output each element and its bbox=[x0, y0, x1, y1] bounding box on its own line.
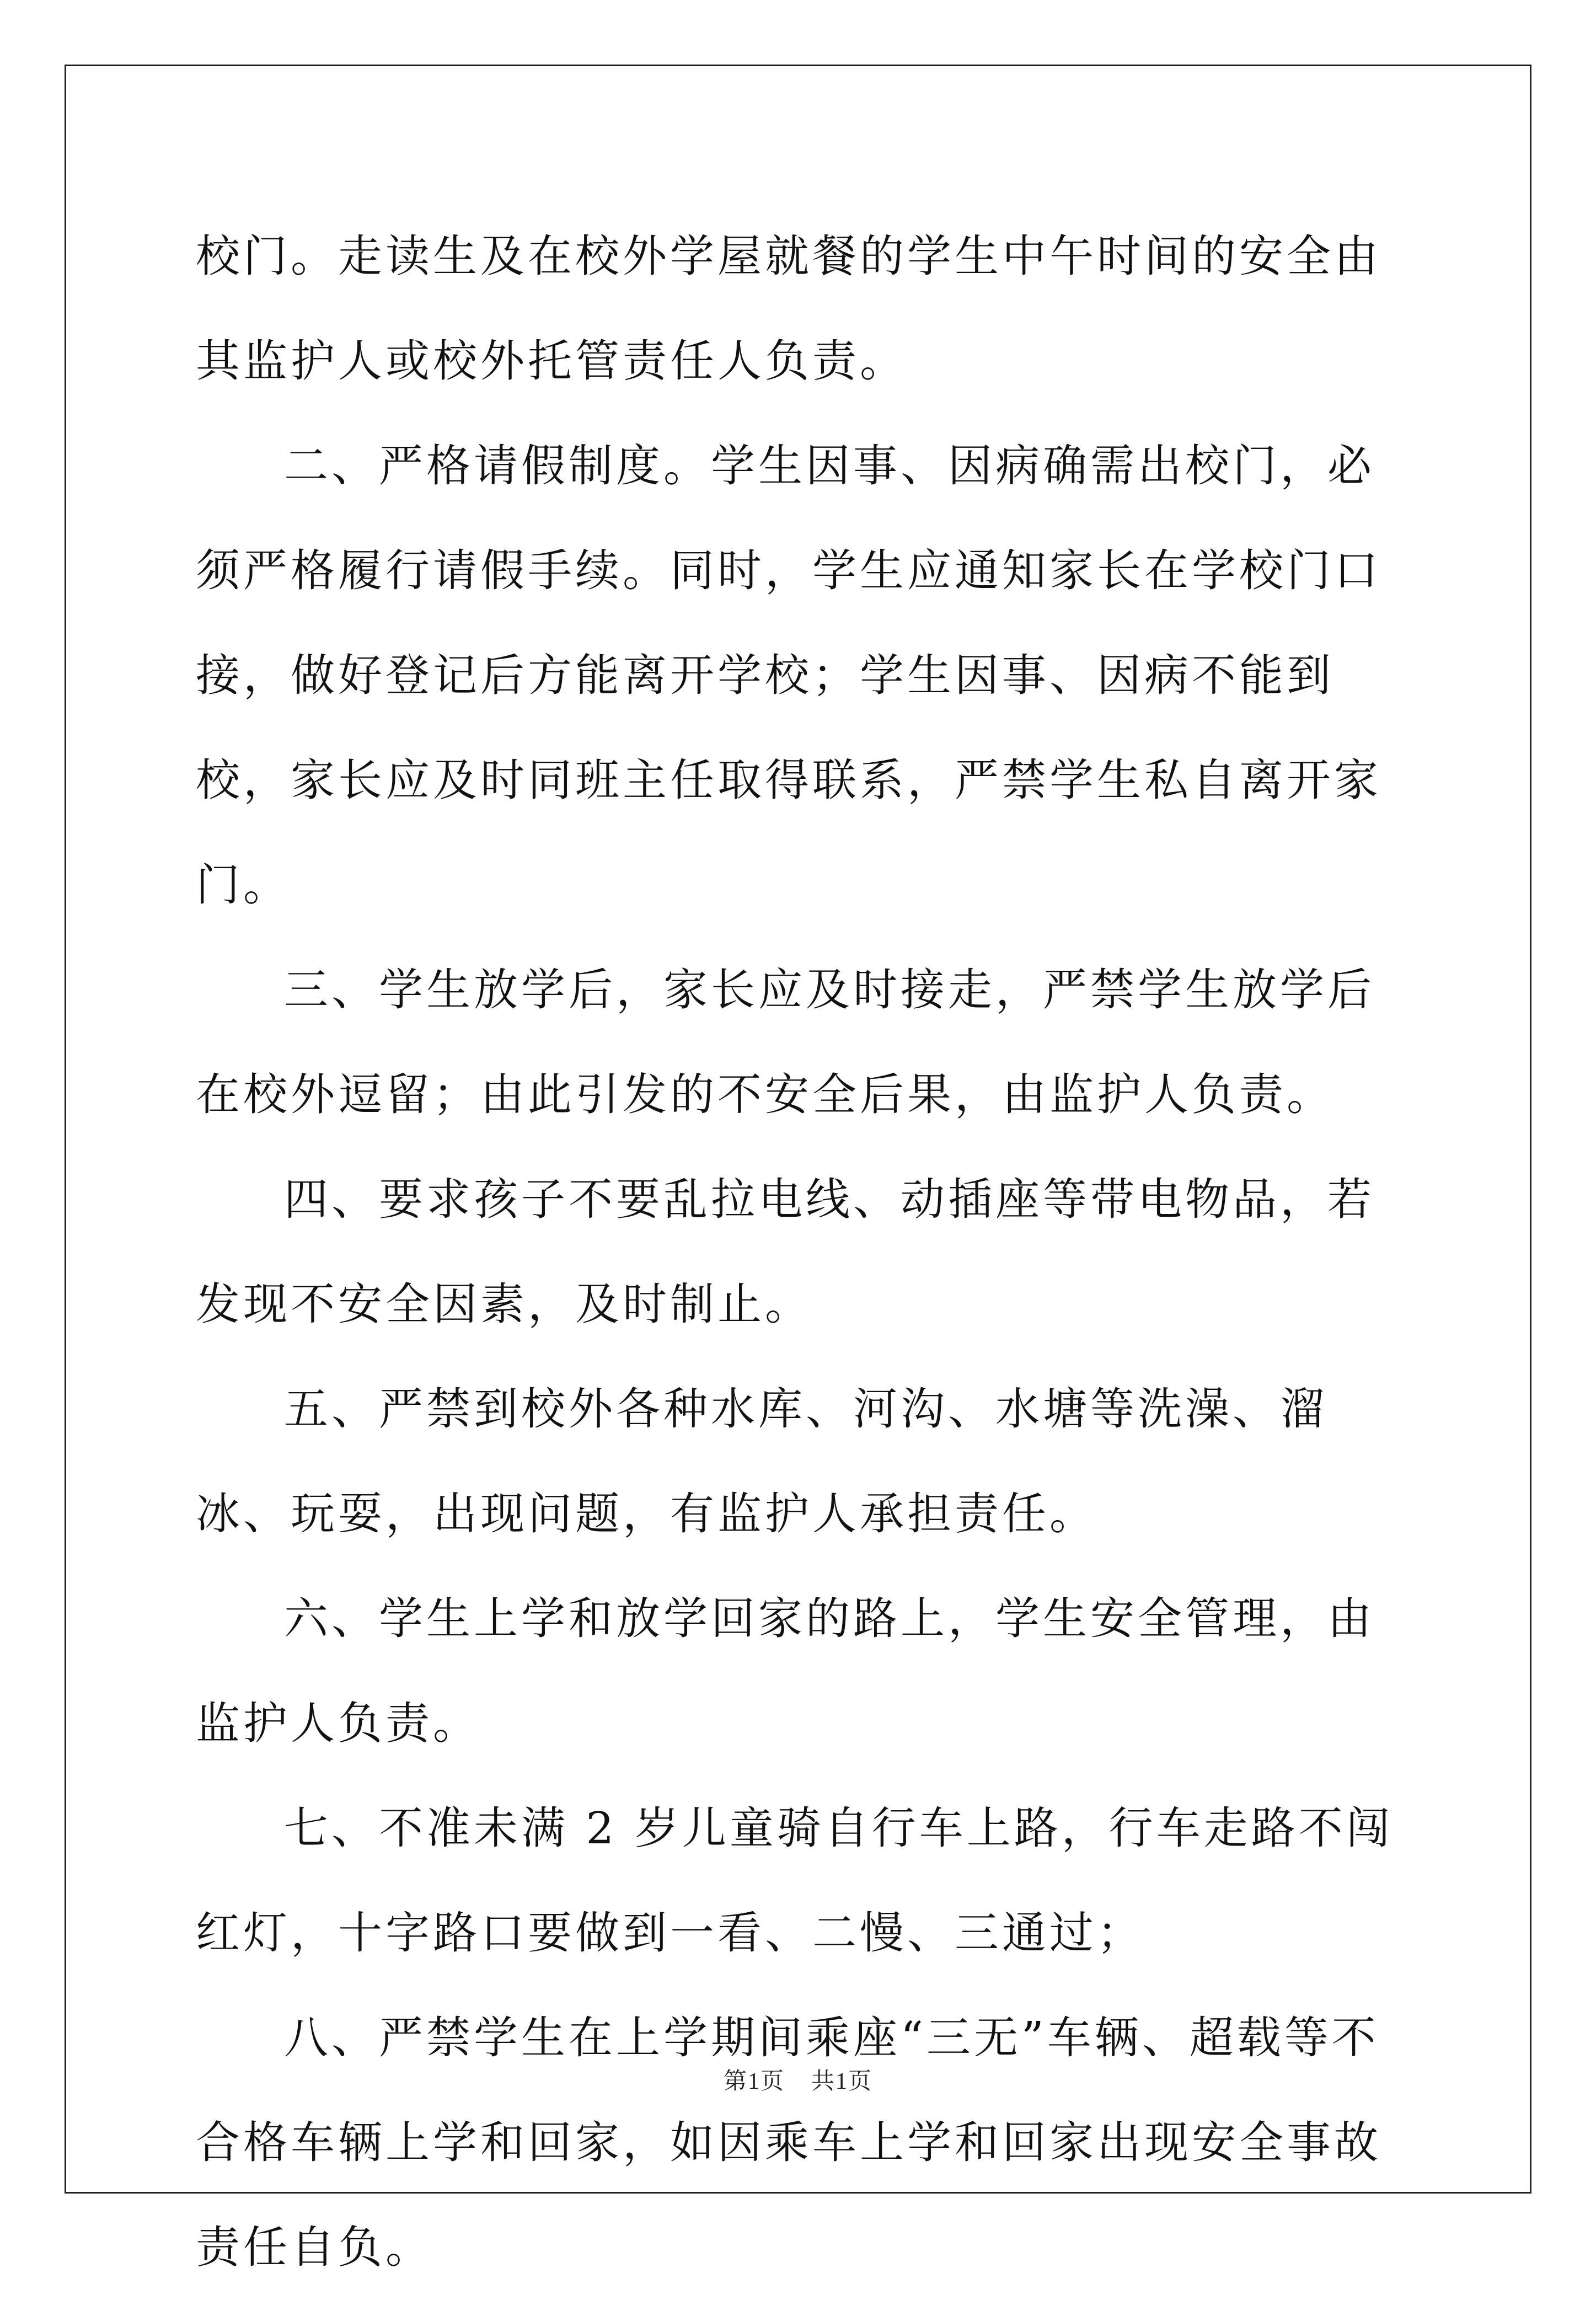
paragraph-5: 五、严禁到校外各种水库、河沟、水塘等洗澡、溜冰、玩耍，出现问题，有监护人承担责任。 bbox=[196, 1383, 1327, 1539]
paragraph-2: 二、严格请假制度。学生因事、因病确需出校门，必须严格履行请假手续。同时，学生应通知家长在学校门口接，做好登记后方能离开学校；学生因事、因病不能到校，家长应及时同班主任取得联系，严禁学生私自离开家门。 bbox=[196, 440, 1381, 911]
paragraph-1: 校门。走读生及在校外学屋就餐的学生中午时间的安全由其监护人或校外托管责任人负责。 bbox=[196, 231, 1381, 387]
page-number: 第1页 bbox=[723, 2069, 785, 2094]
paragraph-8: 八、严禁学生在上学期间乘座“三无”车辆、超载等不合格车辆上学和回家，如因乘车上学和回家出现安全事故责任自负。 bbox=[196, 2012, 1381, 2273]
paragraph-6: 六、学生上学和放学回家的路上，学生安全管理，由监护人负责。 bbox=[196, 1593, 1375, 1749]
paragraph-4: 四、要求孩子不要乱拉电线、动插座等带电物品，若发现不安全因素，及时制止。 bbox=[196, 1174, 1375, 1330]
page-footer bbox=[0, 2063, 1596, 2096]
document-body bbox=[196, 204, 1409, 2300]
paragraph-7: 七、不准未满 2 岁儿童骑自行车上路，行车走路不闯红灯，十字路口要做到一看、二慢、三通过； bbox=[196, 1802, 1394, 1959]
paragraph-3: 三、学生放学后，家长应及时接走，严禁学生放学后在校外逗留；由此引发的不安全后果，由监护人负责。 bbox=[196, 964, 1375, 1120]
page-total: 共1页 bbox=[811, 2069, 873, 2094]
